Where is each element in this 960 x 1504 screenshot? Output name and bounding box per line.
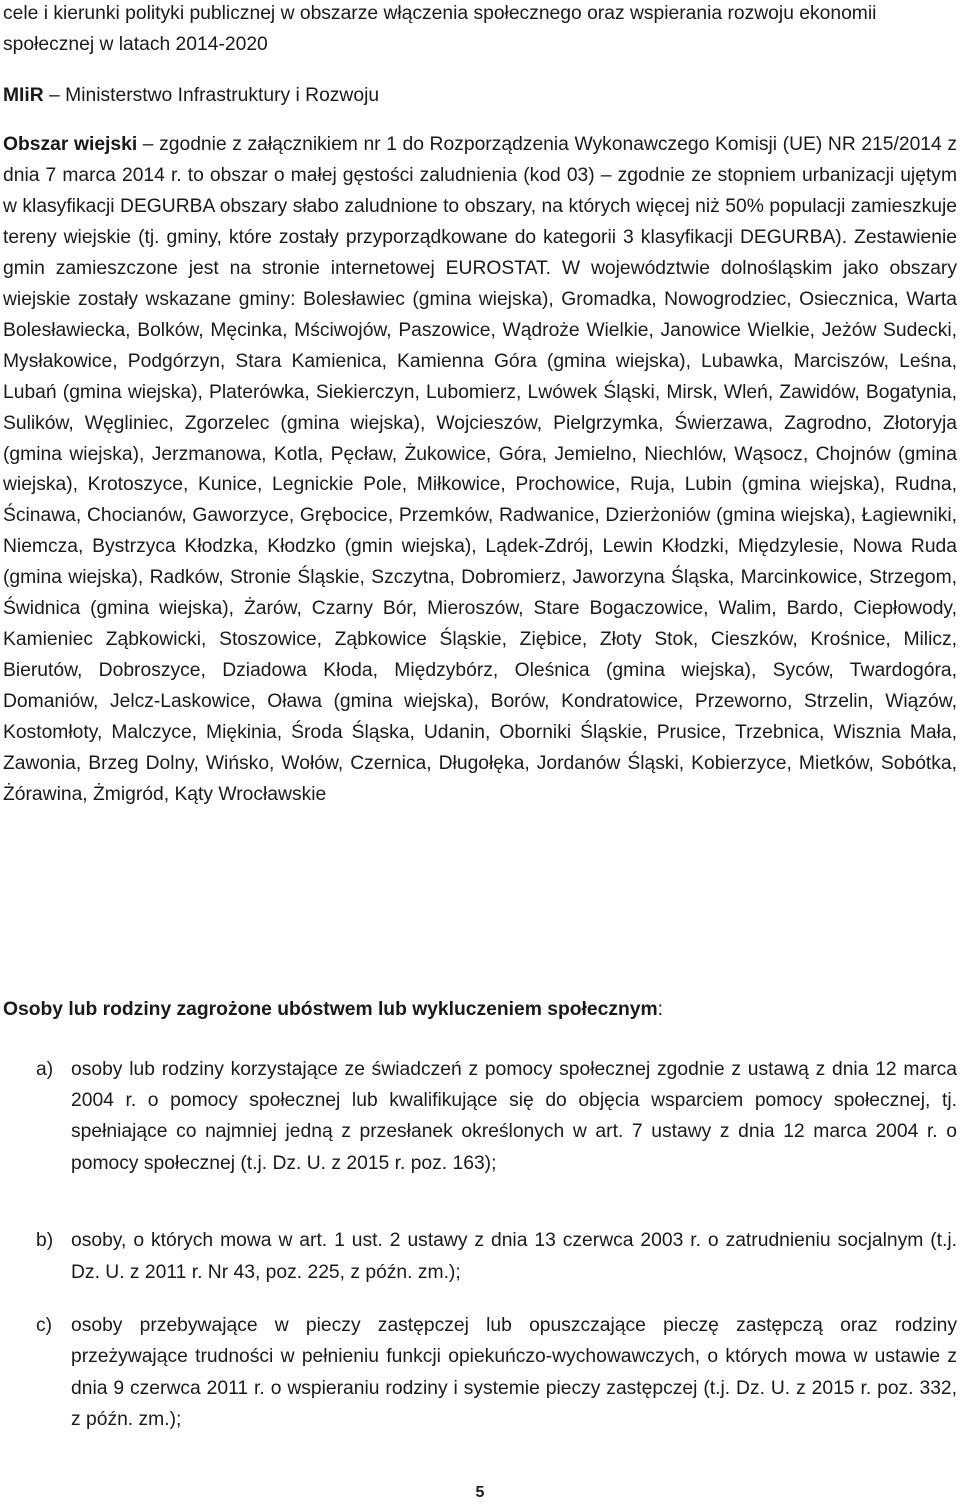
list-item-text: osoby przebywające w pieczy zastępczej lub opuszczające pieczę zastępczą oraz rodziny przeżywające trudności w pełnieniu funkcji opiekuńczo-wychowawczych, o których mowa w ustawie z dnia 9 czerwca 2011 r. o wspieraniu rodziny i systemie pieczy zastępczej (t.j. Dz. U. z 2015 r. poz. 332, z późn. zm.); bbox=[71, 1315, 957, 1430]
intro-paragraph: cele i kierunki polityki publicznej w obszarze włączenia społecznego oraz wspierania rozwoju ekonomii społecznej w latach 2014-2020 bbox=[3, 3, 877, 55]
term-mlir: MIiR bbox=[3, 85, 44, 106]
definition-obszar-wiejski bbox=[3, 130, 957, 811]
section-heading-suffix: : bbox=[657, 999, 663, 1020]
list-marker: b) bbox=[36, 1230, 54, 1251]
section-heading-text: Osoby lub rodziny zagrożone ubóstwem lub wykluczeniem społecznym bbox=[3, 999, 658, 1020]
list-marker: a) bbox=[36, 1059, 54, 1080]
list-item-text: osoby, o których mowa w art. 1 ust. 2 ustawy z dnia 13 czerwca 2003 r. o zatrudnieniu socjalnym (t.j. Dz. U. z 2011 r. Nr 43, poz. 225, z późn. zm.); bbox=[71, 1230, 957, 1283]
definition-mlir-text: – Ministerstwo Infrastruktury i Rozwoju bbox=[43, 85, 380, 106]
section-heading bbox=[3, 994, 955, 1025]
definition-mlir bbox=[3, 80, 955, 111]
list-marker: c) bbox=[36, 1315, 53, 1336]
page-number: 5 bbox=[475, 1484, 485, 1501]
term-obszar-wiejski: Obszar wiejski bbox=[3, 134, 138, 155]
list-item-text: osoby lub rodziny korzystające ze świadczeń z pomocy społecznej zgodnie z ustawą z dnia 12 marca 2004 r. o pomocy społecznej lub kwalifikujące się do objęcia wsparciem pomocy społecznej, tj. spełniające co najmniej jedną z przesłanek określonych w art. 7 ustawy z dnia 12 marca 2004 r. o pomocy społecznej (t.j. Dz. U. z 2015 r. poz. 163); bbox=[71, 1059, 957, 1174]
definition-obszar-wiejski-text: – zgodnie z załącznikiem nr 1 do Rozporządzenia Wykonawczego Komisji (UE) NR 215/2014 z dnia 7 marca 2014 r. to obszar o małej gęstości zaludnienia (kod 03) – zgodnie ze stopniem urbanizacji ujętym w klasyfikacji DEGURBA obszary słabo zaludnione to obszary, na których więcej niż 50% populacji zamieszkuje tereny wiejskie (tj. gminy, które zostały przyporządkowane do kategorii 3 klasyfikacji DEGURBA). Zestawienie gmin zamieszczone jest na stronie internetowej EUROSTAT. W województwie dolnośląskim jako obszary wiejskie zostały wskazane gminy: Bolesławiec (gmina wiejska), Gromadka, Nowogrodziec, Osiecznica, Warta Bolesławiecka, Bolków, Męcinka, Mściwojów, Paszowice, Wądroże Wielkie, Janowice Wielkie, Jeżów Sudecki, Mysłakowice, Podgórzyn, Stara Kamienica, Kamienna Góra (gmina wiejska), Lubawka, Marciszów, Leśna, Lubań (gmina wiejska), Platerówka, Siekierczyn, Lubomierz, Lwówek Śląski, Mirsk, Wleń, Zawidów, Bogatynia, Sulików, Węgliniec, Zgorzelec (gmina wiejska), Wojcieszów, Pielgrzymka, Świerzawa, Zagrodno, Złotoryja (gmina wiejska), Jerzmanowa, Kotla, Pęcław, Żukowice, Góra, Jemielno, Niechlów, Wąsocz, Chojnów (gmina wiejska), Krotoszyce, Kunice, Legnickie Pole, Miłkowice, Prochowice, Ruja, Lubin (gmina wiejska), Rudna, Ścinawa, Chocianów, Gaworzyce, Grębocice, Przemków, Radwanice, Dzierżoniów (gmina wiejska), Łagiewniki, Niemcza, Bystrzyca Kłodzka, Kłodzko (gmin wiejska), Lądek-Zdrój, Lewin Kłodzki, Międzylesie, Nowa Ruda (gmina wiejska), Radków, Stronie Śląskie, Szczytna, Dobromierz, Jaworzyna Śląska, Marcinkowice, Strzegom, Świdnica (gmina wiejska), Żarów, Czarny Bór, Mieroszów, Stare Bogaczowice, Walim, Bardo, Ciepłowody, Kamieniec Ząbkowicki, Stoszowice, Ząbkowice Śląskie, Ziębice, Złoty Stok, Cieszków, Krośnice, Milicz, Bierutów, Dobroszyce, Dziadowa Kłoda, Międzybórz, Oleśnica (gmina wiejska), Syców, Twardogóra, Domaniów, Jelcz-Laskowice, Oława (gmina wiejska), Borów, Kondratowice, Przeworno, Strzelin, Wiązów, Kostomłoty, Malczyce, Miękinia, Środa Śląska, Udanin, Oborniki Śląskie, Prusice, Trzebnica, Wisznia Mała, Zawonia, Brzeg Dolny, Wińsko, Wołów, Czernica, Długołęka, Jordanów Śląski, Kobierzyce, Mietków, Sobótka, Żórawina, Żmigród, Kąty Wrocławskie bbox=[3, 134, 957, 806]
